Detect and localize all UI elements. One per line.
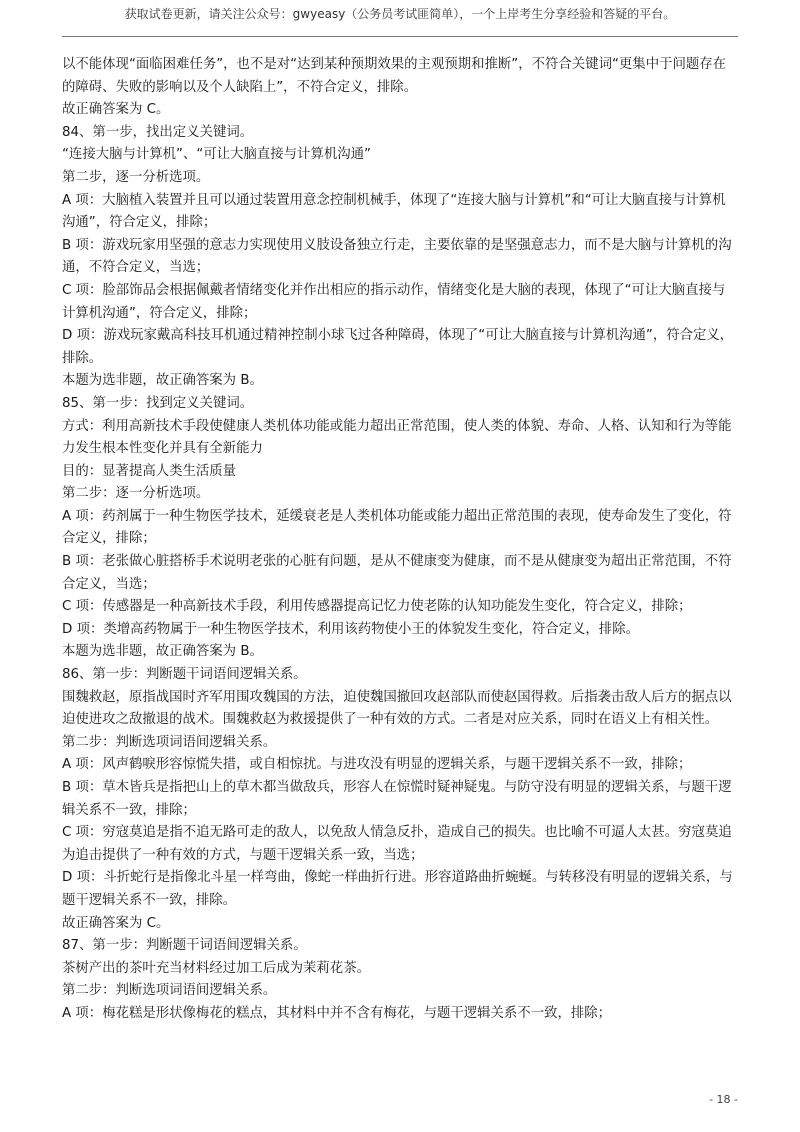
page-number: - 18 - <box>709 1093 738 1106</box>
text-line: 以不能体现“面临困难任务”，也不是对“达到某种预期效果的主观预期和推断”，不符合关键词“更集中于问题存在的障碍、失败的影响以及个人缺陷上”，不符合定义，排除。 <box>62 57 727 95</box>
text-line: 86、第一步：判断题干词语间逻辑关系。 <box>62 667 307 683</box>
text-line: A 项：梅花糕是形状像梅花的糕点，其材料中并不含有梅花，与题干逻辑关系不一致，排除； <box>62 1005 612 1021</box>
text-line: 目的：显著提高人类生活质量 <box>62 463 237 479</box>
text-line: C 项：脸部饰品会根据佩戴者情绪变化并作出相应的指示动作，情绪变化是大脑的表现，体现了“可让大脑直接与计算机沟通”，符合定义，排除； <box>62 282 726 321</box>
text-line: B 项：草木皆兵是指把山上的草木都当做敌兵，形容人在惊慌时疑神疑鬼。与防守没有明显的逻辑关系，与题干逻辑关系不一致，排除； <box>62 780 732 818</box>
text-line: C 项：传感器是一种高新技术手段，利用传感器提高记忆力使老陈的认知功能发生变化，符合定义，排除； <box>62 599 692 615</box>
document-body <box>62 54 738 1026</box>
text-line: B 项：游戏玩家用坚强的意志力实现使用义肢设备独立行走，主要依靠的是坚强意志力，而不是大脑与计算机的沟通，不符合定义，当选； <box>62 237 732 276</box>
text-line: 围魏救赵，原指战国时齐军用围攻魏国的方法，迫使魏国撤回攻赵部队而使赵国得救。后指袭击敌人后方的据点以迫使进攻之敌撤退的战术。围魏救赵为救援提供了一种有效的方式。二者是对应关系，同时在语义上有相关性。 <box>62 689 732 728</box>
text-line: D 项：斗折蛇行是指像北斗星一样弯曲，像蛇一样曲折行进。形容道路曲折蜿蜒。与转移没有明显的逻辑关系，与题干逻辑关系不一致，排除。 <box>62 870 733 908</box>
text-line: 方式：利用高新技术手段使健康人类机体功能或能力超出正常范围，使人类的体貌、寿命、人格、认知和行为等能力发生根本性变化并具有全新能力 <box>62 418 732 457</box>
text-line: D 项：游戏玩家戴高科技耳机通过精神控制小球飞过各种障碍，体现了“可让大脑直接与计算机沟通”，符合定义，排除。 <box>62 328 734 366</box>
text-line: A 项：风声鹤唳形容惊慌失措，或自相惊扰。与进攻没有明显的逻辑关系，与题干逻辑关系不一致，排除； <box>62 757 692 773</box>
text-line: A 项：大脑植入装置并且可以通过装置用意念控制机械手，体现了“连接大脑与计算机”和“可让大脑直接与计算机沟通”，符合定义，排除； <box>62 192 726 231</box>
text-line: 第二步，逐一分析选项。 <box>62 169 210 185</box>
text-line: 87、第一步：判断题干词语间逻辑关系。 <box>62 938 307 954</box>
text-line: 第二步：逐一分析选项。 <box>62 486 210 502</box>
text-line: D 项：类增高药物属于一种生物医学技术，利用该药物使小王的体貌发生变化，符合定义，排除。 <box>62 621 639 637</box>
text-line: 84、第一步，找出定义关键词。 <box>62 124 254 140</box>
text-line: “连接大脑与计算机”、“可让大脑直接与计算机沟通” <box>62 147 371 163</box>
page-header <box>0 0 800 46</box>
text-line: 第二步：判断选项词语间逻辑关系。 <box>62 983 277 999</box>
text-line: A 项：药剂属于一种生物医学技术，延缓衰老是人类机体功能或能力超出正常范围的表现，使寿命发生了变化，符合定义，排除； <box>62 508 732 547</box>
text-line: C 项：穷寇莫追是指不追无路可走的敌人，以免敌人情急反扑，造成自己的损失。也比喻不可逼人太甚。穷寇莫追为追击提供了一种有效的方式，与题干逻辑关系一致，当选； <box>62 825 732 863</box>
text-line: 本题为选非题，故正确答案为 B。 <box>62 373 263 389</box>
header-rule <box>62 36 738 37</box>
text-line: B 项：老张做心脏搭桥手术说明老张的心脏有问题，是从不健康变为健康，而不是从健康变为超出正常范围，不符合定义，当选； <box>62 554 732 592</box>
text-line: 85、第一步：找到定义关键词。 <box>62 395 254 411</box>
text-line: 故正确答案为 C。 <box>62 102 170 118</box>
header-text: 获取试卷更新，请关注公众号：gwyeasy（公务员考试匪简单），一个上岸考生分享经验和答疑的平台。 <box>124 7 676 21</box>
text-line: 本题为选非题，故正确答案为 B。 <box>62 644 263 660</box>
text-line: 故正确答案为 C。 <box>62 915 170 931</box>
text-line: 茶树产出的茶叶充当材料经过加工后成为茉莉花茶。 <box>62 960 370 976</box>
text-line: 第二步：判断选项词语间逻辑关系。 <box>62 734 277 750</box>
